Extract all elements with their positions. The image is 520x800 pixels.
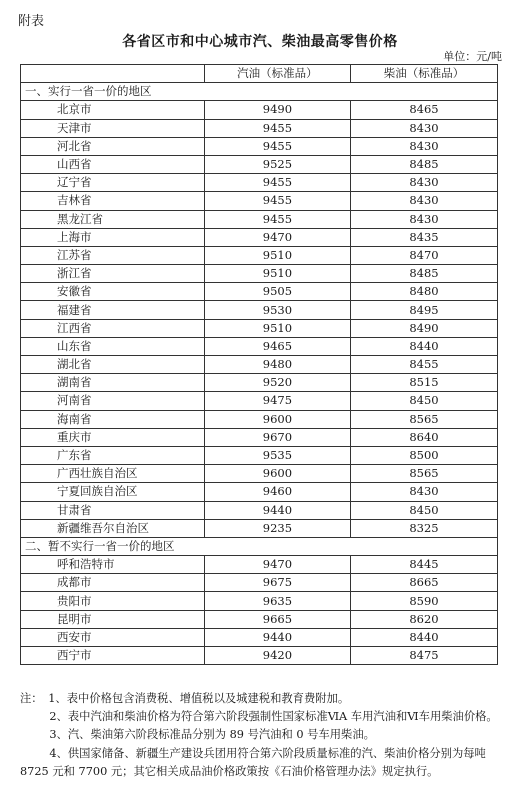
diesel-price-cell: 8325 (350, 519, 497, 537)
diesel-price-cell: 8590 (350, 592, 497, 610)
unit-label: 单位：元/吨 (443, 50, 502, 63)
diesel-price-cell: 8620 (350, 610, 497, 628)
gasoline-price-cell: 9600 (204, 465, 350, 483)
region-cell: 重庆市 (21, 428, 205, 446)
table-row (21, 392, 498, 410)
table-row (21, 283, 498, 301)
diesel-price-cell: 8495 (350, 301, 497, 319)
table-row (21, 337, 498, 355)
page-title: 各省区市和中心城市汽、柴油最高零售价格 (122, 34, 398, 50)
table-row (21, 137, 498, 155)
diesel-price-cell: 8470 (350, 246, 497, 264)
note-3: 3、汽、柴油第六阶段标准品分别为 89 号汽油和 0 号车用柴油。 (49, 728, 375, 742)
region-cell: 上海市 (21, 228, 205, 246)
table-row (21, 301, 498, 319)
table-row (21, 647, 498, 665)
table-row (21, 374, 498, 392)
table-row (21, 446, 498, 464)
table-row (21, 574, 498, 592)
region-cell: 江西省 (21, 319, 205, 337)
diesel-price-cell: 8465 (350, 101, 497, 119)
diesel-price-cell: 8430 (350, 174, 497, 192)
gasoline-price-cell: 9235 (204, 519, 350, 537)
table-row (21, 556, 498, 574)
region-cell: 吉林省 (21, 192, 205, 210)
region-cell: 呼和浩特市 (21, 556, 205, 574)
region-cell: 甘肃省 (21, 501, 205, 519)
diesel-price-cell: 8515 (350, 374, 497, 392)
section-heading: 一、实行一省一价的地区 (21, 83, 498, 101)
gasoline-price-cell: 9470 (204, 556, 350, 574)
table-row (21, 192, 498, 210)
gasoline-price-cell: 9440 (204, 628, 350, 646)
region-cell: 西宁市 (21, 647, 205, 665)
diesel-price-cell: 8450 (350, 392, 497, 410)
region-cell: 广西壮族自治区 (21, 465, 205, 483)
section-heading-row (21, 83, 498, 101)
table-row (21, 228, 498, 246)
region-cell: 新疆维吾尔自治区 (21, 519, 205, 537)
table-row (21, 465, 498, 483)
table-row (21, 246, 498, 264)
table-row (21, 155, 498, 173)
table-row (21, 119, 498, 137)
gasoline-price-cell: 9455 (204, 137, 350, 155)
diesel-price-cell: 8450 (350, 501, 497, 519)
region-cell: 西安市 (21, 628, 205, 646)
region-cell: 山西省 (21, 155, 205, 173)
section-heading: 二、暂不实行一省一价的地区 (21, 537, 498, 555)
diesel-price-cell: 8665 (350, 574, 497, 592)
gasoline-price-cell: 9490 (204, 101, 350, 119)
gasoline-price-cell: 9470 (204, 228, 350, 246)
table-header-row (21, 65, 498, 83)
diesel-price-cell: 8445 (350, 556, 497, 574)
header-diesel: 柴油（标准品） (350, 65, 497, 83)
region-cell: 河北省 (21, 137, 205, 155)
region-cell: 辽宁省 (21, 174, 205, 192)
region-cell: 安徽省 (21, 283, 205, 301)
region-cell: 贵阳市 (21, 592, 205, 610)
gasoline-price-cell: 9510 (204, 319, 350, 337)
diesel-price-cell: 8640 (350, 428, 497, 446)
gasoline-price-cell: 9635 (204, 592, 350, 610)
region-cell: 天津市 (21, 119, 205, 137)
note-1: 注： 1、表中价格包含消费税、增值税以及城建税和教育费附加。 (20, 692, 350, 705)
gasoline-price-cell: 9460 (204, 483, 350, 501)
gasoline-price-cell: 9480 (204, 356, 350, 374)
header-region (21, 65, 205, 83)
section-heading-row (21, 537, 498, 555)
gasoline-price-cell: 9535 (204, 446, 350, 464)
region-cell: 广东省 (21, 446, 205, 464)
diesel-price-cell: 8430 (350, 192, 497, 210)
table-row (21, 428, 498, 446)
gasoline-price-cell: 9510 (204, 265, 350, 283)
region-cell: 成都市 (21, 574, 205, 592)
diesel-price-cell: 8430 (350, 210, 497, 228)
gasoline-price-cell: 9675 (204, 574, 350, 592)
note-4: 4、供国家储备、新疆生产建设兵团用符合第六阶段质量标准的汽、柴油价格分别为每吨 8725 元和 7700 元；其它相关成品油价格政策按《石油价格管理办法》规定执行。 (20, 746, 486, 778)
region-cell: 江苏省 (21, 246, 205, 264)
diesel-price-cell: 8475 (350, 647, 497, 665)
diesel-price-cell: 8480 (350, 283, 497, 301)
region-cell: 河南省 (21, 392, 205, 410)
diesel-price-cell: 8490 (350, 319, 497, 337)
region-cell: 昆明市 (21, 610, 205, 628)
table-row (21, 592, 498, 610)
region-cell: 宁夏回族自治区 (21, 483, 205, 501)
notes (20, 690, 502, 781)
gasoline-price-cell: 9505 (204, 283, 350, 301)
diesel-price-cell: 8485 (350, 155, 497, 173)
table-row (21, 101, 498, 119)
diesel-price-cell: 8430 (350, 119, 497, 137)
header-gasoline: 汽油（标准品） (204, 65, 350, 83)
diesel-price-cell: 8485 (350, 265, 497, 283)
region-cell: 黑龙江省 (21, 210, 205, 228)
note-2: 2、表中汽油和柴油价格为符合第六阶段强制性国家标准ⅥA 车用汽油和Ⅵ车用柴油价格。 (49, 710, 498, 724)
region-cell: 北京市 (21, 101, 205, 119)
table-row (21, 501, 498, 519)
table-row (21, 210, 498, 228)
region-cell: 湖南省 (21, 374, 205, 392)
diesel-price-cell: 8565 (350, 465, 497, 483)
appendix-label: 附表 (18, 14, 45, 29)
table-row (21, 174, 498, 192)
region-cell: 海南省 (21, 410, 205, 428)
region-cell: 山东省 (21, 337, 205, 355)
diesel-price-cell: 8565 (350, 410, 497, 428)
gasoline-price-cell: 9510 (204, 246, 350, 264)
gasoline-price-cell: 9420 (204, 647, 350, 665)
gasoline-price-cell: 9665 (204, 610, 350, 628)
gasoline-price-cell: 9455 (204, 174, 350, 192)
gasoline-price-cell: 9525 (204, 155, 350, 173)
diesel-price-cell: 8440 (350, 628, 497, 646)
gasoline-price-cell: 9475 (204, 392, 350, 410)
table-row (21, 319, 498, 337)
gasoline-price-cell: 9455 (204, 119, 350, 137)
diesel-price-cell: 8440 (350, 337, 497, 355)
region-cell: 福建省 (21, 301, 205, 319)
table-row (21, 265, 498, 283)
region-cell: 浙江省 (21, 265, 205, 283)
region-cell: 湖北省 (21, 356, 205, 374)
table-row (21, 483, 498, 501)
table-row (21, 519, 498, 537)
gasoline-price-cell: 9600 (204, 410, 350, 428)
gasoline-price-cell: 9465 (204, 337, 350, 355)
gasoline-price-cell: 9440 (204, 501, 350, 519)
price-table (20, 64, 498, 665)
gasoline-price-cell: 9455 (204, 192, 350, 210)
diesel-price-cell: 8435 (350, 228, 497, 246)
table-row (21, 410, 498, 428)
gasoline-price-cell: 9530 (204, 301, 350, 319)
gasoline-price-cell: 9670 (204, 428, 350, 446)
table-row (21, 610, 498, 628)
diesel-price-cell: 8500 (350, 446, 497, 464)
gasoline-price-cell: 9520 (204, 374, 350, 392)
table-row (21, 356, 498, 374)
diesel-price-cell: 8430 (350, 137, 497, 155)
gasoline-price-cell: 9455 (204, 210, 350, 228)
table-row (21, 628, 498, 646)
diesel-price-cell: 8430 (350, 483, 497, 501)
diesel-price-cell: 8455 (350, 356, 497, 374)
